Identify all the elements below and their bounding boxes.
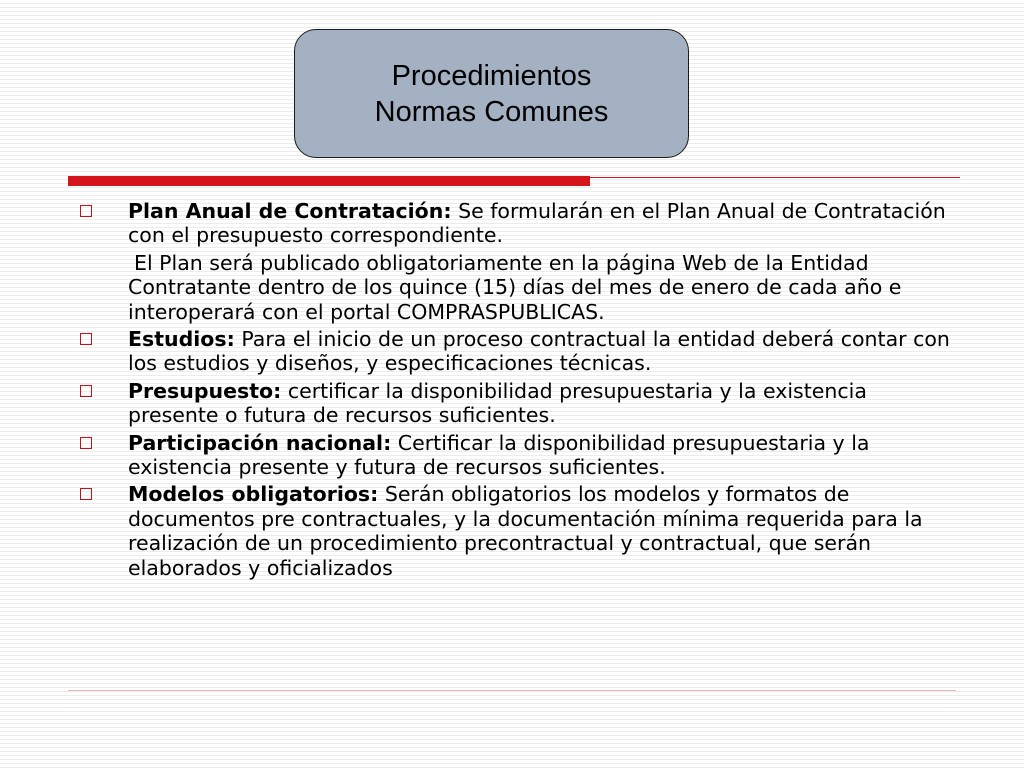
bullet-item-estudios	[76, 327, 956, 376]
hollow-square-icon	[80, 385, 92, 397]
bullet-text: Serán obligatorios los modelos y formatos de documentos pre contractuales, y la documentación mínima requerida para la realización de un procedimiento precontractual y contractual, que serán elaborados y oficializados	[128, 482, 923, 580]
bullet-item-modelos-obligatorios	[76, 482, 956, 580]
hollow-square-icon	[80, 437, 92, 449]
title-line-1: Procedimientos	[391, 59, 592, 92]
bullet-text: Certificar la disponibilidad presupuestaria y la existencia presente y futura de recursos suficientes.	[128, 430, 870, 480]
bullet-heading: Modelos obligatorios:	[128, 482, 379, 507]
red-rule-thick	[68, 176, 590, 186]
red-rule-thin	[590, 177, 960, 178]
bullet-heading: Estudios:	[128, 327, 235, 352]
bullet-heading: Plan Anual de Contratación:	[128, 199, 452, 223]
bullet-text: Se formularán en el Plan Anual de Contratación con el presupuesto correspondiente.	[128, 199, 946, 248]
plan-note-paragraph	[76, 251, 956, 324]
bullet-item-presupuesto	[76, 379, 956, 428]
hollow-square-icon	[80, 205, 92, 217]
bullet-heading: Presupuesto:	[128, 378, 282, 403]
plan-note-text: El Plan será publicado obligatoriamente en la página Web de la Entidad Contratante dentro de los quince (15) días del mes de enero de cada año e interoperará con el portal COMPRASPUBLICAS.	[128, 250, 902, 324]
bullet-item-plan-anual	[76, 199, 956, 248]
hollow-square-icon	[80, 488, 92, 500]
bullet-list	[76, 199, 956, 583]
bullet-text: certificar la disponibilidad presupuestaria y la existencia presente o futura de recursos suficientes.	[128, 378, 867, 428]
bullet-heading: Participación nacional:	[128, 430, 392, 455]
title-line-2: Normas Comunes	[374, 95, 609, 128]
hollow-square-icon	[80, 333, 92, 345]
bullet-text: Para el inicio de un proceso contractual la entidad deberá contar con los estudios y diseños, y especificaciones técnicas.	[128, 327, 950, 376]
title-box	[294, 29, 689, 158]
bullet-item-participacion-nacional	[76, 431, 956, 480]
footer-rule	[68, 690, 956, 691]
